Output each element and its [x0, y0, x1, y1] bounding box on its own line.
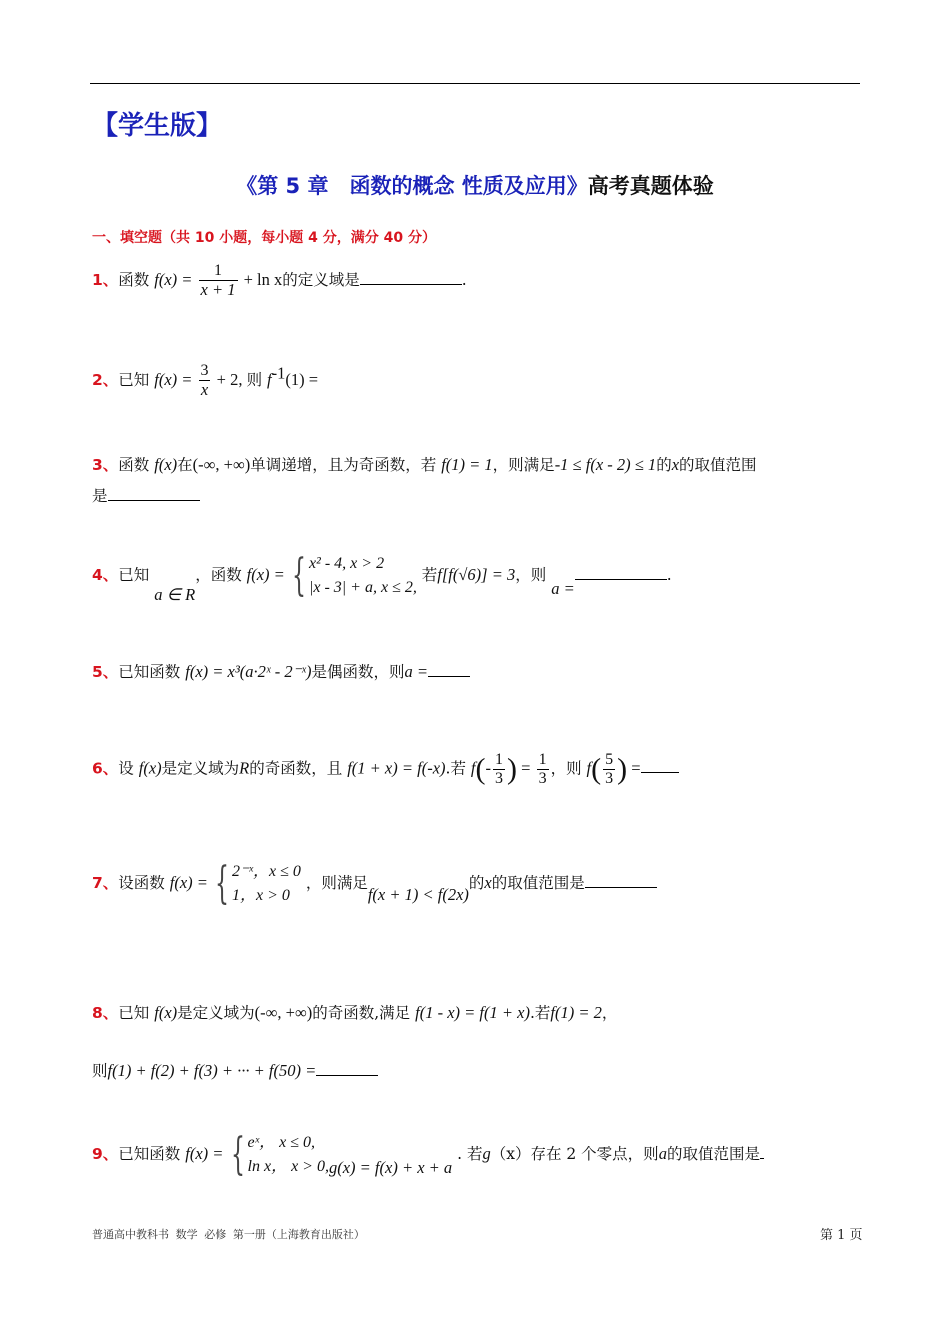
title-chapter: 《第 5 章 函数的概念 性质及应用》	[236, 174, 588, 198]
fraction: $\frac{1}{x + 1}$	[200, 262, 236, 299]
question-1: 1、函数 f(x) = $\frac{1}{x + 1}$ + ln x的定义域是 .	[92, 262, 467, 299]
piecewise-cases: eˣ， x ≤ 0, ln x， x > 0,	[247, 1134, 329, 1175]
answer-blank[interactable]	[575, 565, 667, 580]
fraction: $\frac{1}{3}$	[538, 751, 547, 787]
left-brace-icon: {	[291, 550, 306, 601]
question-3: 3、函数 f(x)在(-∞, +∞)单调递增，且为奇函数，若 f(1) = 1，则满足-1 ≤ f(x - 2) ≤ 1的x的取值范围 是	[92, 455, 757, 505]
question-6: 6、设 f(x)是定义域为R的奇函数，且 f(1 + x) = f(-x).若 f(- $\frac{1}{3}$ ) = $\frac{1}{3}$ ，则 f( $\frac{5}{3}$ ) =	[92, 751, 679, 788]
page-number: 第 1 页	[820, 1228, 863, 1243]
piecewise-cases: x² - 4, x > 2 |x - 3| + a, x ≤ 2,	[308, 555, 417, 596]
fraction: $\frac{1}{3}$	[495, 751, 503, 787]
title-subtitle: 高考真题体验	[587, 174, 714, 198]
edition-label: 【学生版】	[92, 111, 223, 141]
answer-blank[interactable]	[108, 486, 200, 501]
answer-blank[interactable]	[641, 758, 679, 773]
piecewise-cases: 2⁻ˣ，x ≤ 0 1，x > 0	[232, 863, 301, 904]
question-4: 4、已知 a ∈ R，函数 f(x) = { x² - 4, x > 2 |x - 3| + a, x ≤ 2, 若f[f(√6)] = 3，则 a =.	[92, 550, 672, 604]
question-7: 7、设函数 f(x) = { 2⁻ˣ，x ≤ 0 1，x > 0 ，则满足f(x + 1) < f(2x)的x的取值范围是	[92, 860, 657, 908]
left-brace-icon: {	[230, 1129, 245, 1180]
answer-blank[interactable]	[428, 662, 470, 677]
fraction: $\frac{5}{3}$	[605, 751, 614, 787]
question-8: 8、已知 f(x)是定义域为(-∞, +∞)的奇函数,满足 f(1 - x) = f(1 + x).若f(1) = 2， 则f(1) + f(2) + f(3) + ··· + f(50) =	[92, 1003, 618, 1080]
question-5: 5、已知函数 f(x) = x³(a·2ˣ - 2⁻ˣ)是偶函数，则a =	[92, 662, 470, 682]
answer-blank[interactable]	[760, 1144, 764, 1159]
answer-blank[interactable]	[316, 1061, 378, 1076]
answer-blank[interactable]	[585, 873, 657, 888]
fraction: $\frac{3}{x}$	[200, 362, 209, 399]
page-title	[0, 170, 950, 200]
answer-blank[interactable]	[360, 270, 462, 285]
header-rule	[90, 83, 860, 84]
question-9: 9、已知函数 f(x) = { eˣ， x ≤ 0, ln x， x > 0, g(x) = f(x) + x + a . 若g（x）存在 2 个零点，则a的取值范围是	[92, 1131, 764, 1179]
footer-book-info: 普通高中教科书 数学 必修 第一册（上海教育出版社）	[92, 1228, 365, 1241]
section-heading: 一、填空题（共 10 小题，每小题 4 分，满分 40 分）	[92, 230, 436, 246]
question-2: 2、已知 f(x) = $\frac{3}{x}$ + 2, 则 $f^{-1}(1)$ =	[92, 362, 319, 399]
left-brace-icon: {	[215, 858, 230, 909]
